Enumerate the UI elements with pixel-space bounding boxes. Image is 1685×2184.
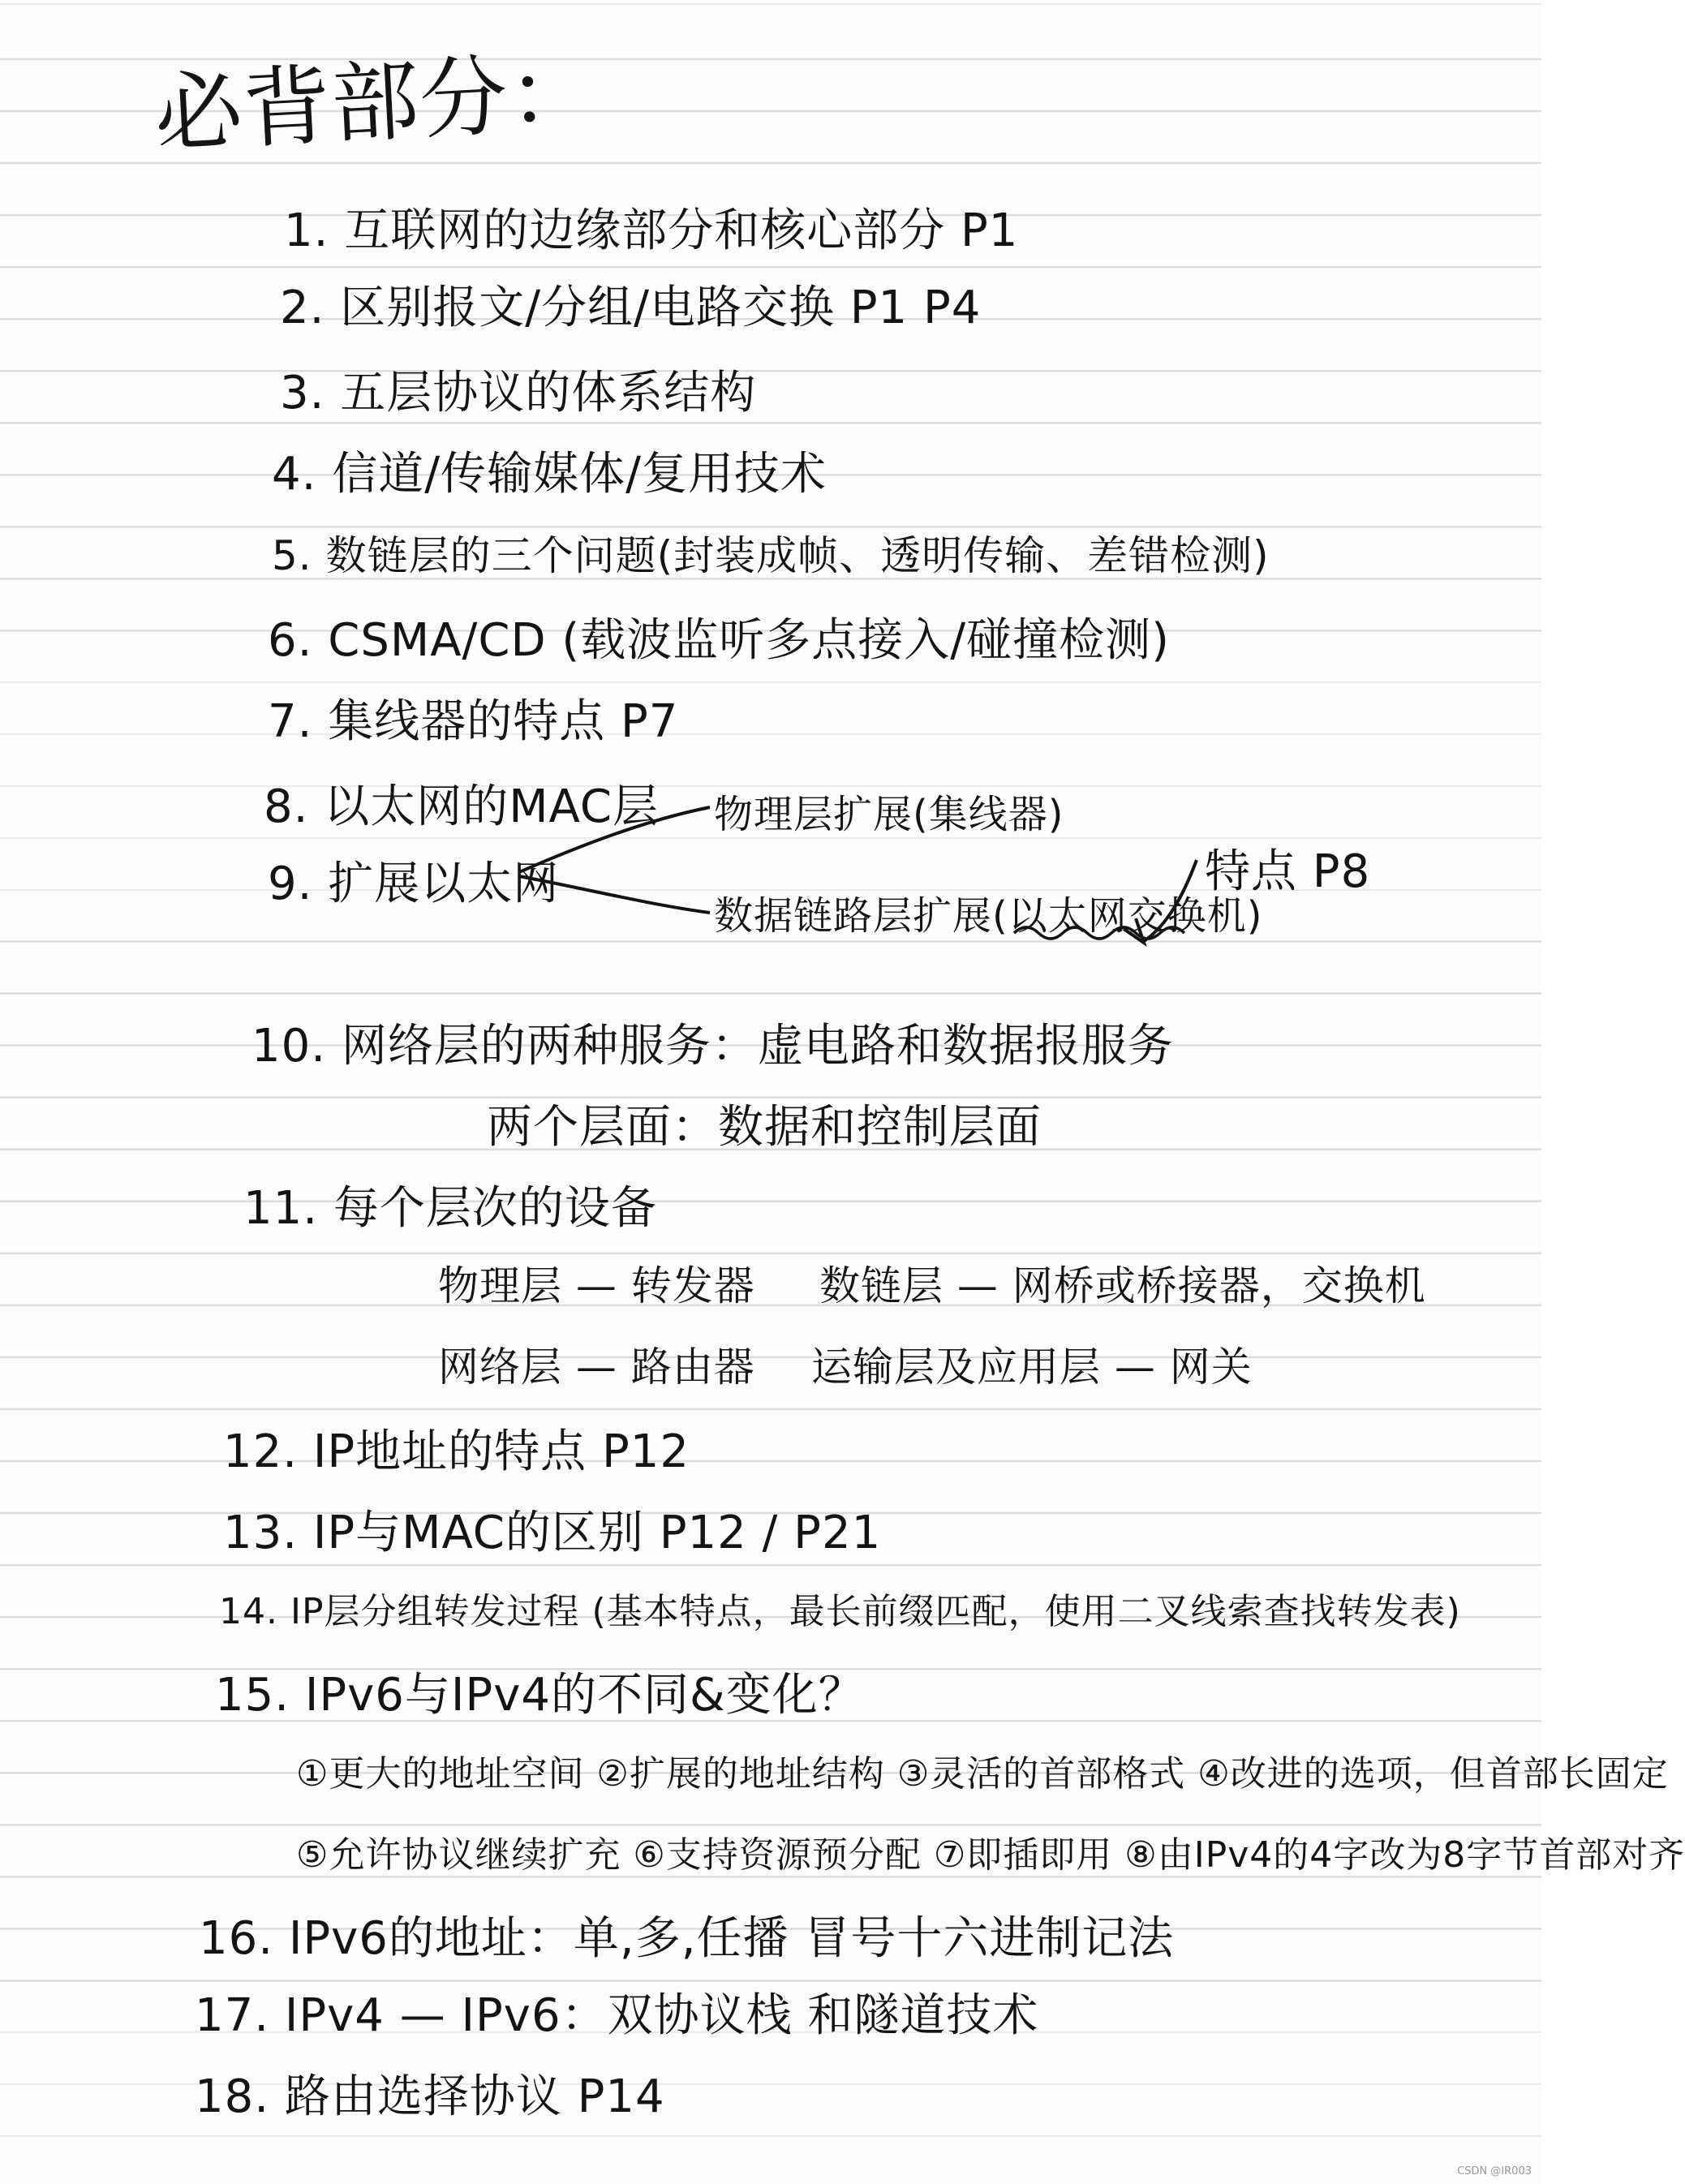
device-physical: 物理层 — 转发器 [438, 1262, 755, 1309]
item-15-line-2: ⑤允许协议继续扩充 ⑥支持资源预分配 ⑦即插即用 ⑧由IPv4的4字改为8字节首部对齐 [296, 1834, 1685, 1876]
page-title: 必背部分： [152, 41, 600, 166]
item-15-heading: 15. IPv6与IPv4的不同&变化？ [215, 1669, 865, 1722]
branch-physical-extension: 物理层扩展(集线器) [714, 792, 1064, 837]
list-item-9: 9. 扩展以太网 [268, 858, 560, 910]
device-datalink: 数链层 — 网桥或桥接器，交换机 [819, 1262, 1426, 1309]
item-16: 16. IPv6的地址：单,多,任播 冒号十六进制记法 [199, 1912, 1175, 1965]
item-15-line-1: ①更大的地址空间 ②扩展的地址结构 ③灵活的首部格式 ④改进的选项，但首部长固定 [296, 1753, 1669, 1795]
watermark: CSDN @IR003 [1457, 2165, 1532, 2178]
item-11-heading: 11. 每个层次的设备 [243, 1182, 657, 1235]
branch-line-lower [519, 876, 710, 913]
list-item-6: 6. CSMA/CD (载波监听多点接入/碰撞检测) [268, 614, 1170, 667]
branch-note: 特点 P8 [1205, 845, 1371, 898]
item-10-line-2: 两个层面：数据和控制层面 [487, 1101, 1042, 1154]
item-10-line-1: 10. 网络层的两种服务：虚电路和数据报服务 [251, 1020, 1174, 1073]
item-14: 14. IP层分组转发过程 (基本特点，最长前缀匹配，使用二叉线索查找转发表) [219, 1591, 1461, 1632]
list-item-3: 3. 五层协议的体系结构 [280, 367, 757, 419]
list-item-2: 2. 区别报文/分组/电路交换 P1 P4 [280, 282, 982, 334]
device-transport: 运输层及应用层 — 网关 [811, 1344, 1253, 1391]
item-12: 12. IP地址的特点 P12 [223, 1425, 690, 1478]
list-item-1: 1. 互联网的边缘部分和核心部分 P1 [284, 204, 1019, 257]
list-item-8: 8. 以太网的MAC层 [264, 780, 659, 833]
item-17: 17. IPv4 — IPv6：双协议栈 和隧道技术 [195, 1989, 1039, 2042]
item-13: 13. IP与MAC的区别 P12 / P21 [223, 1507, 882, 1559]
list-item-4: 4. 信道/传输媒体/复用技术 [272, 448, 827, 501]
item-18: 18. 路由选择协议 P14 [195, 2070, 665, 2123]
branch-datalink-extension: 数据链路层扩展(以太网交换机) [714, 893, 1263, 939]
branch-line-upper [519, 807, 710, 872]
list-item-7: 7. 集线器的特点 P7 [268, 695, 679, 748]
device-network: 网络层 — 路由器 [438, 1344, 755, 1391]
list-item-5: 5. 数链层的三个问题(封装成帧、透明传输、差错检测) [272, 532, 1270, 579]
